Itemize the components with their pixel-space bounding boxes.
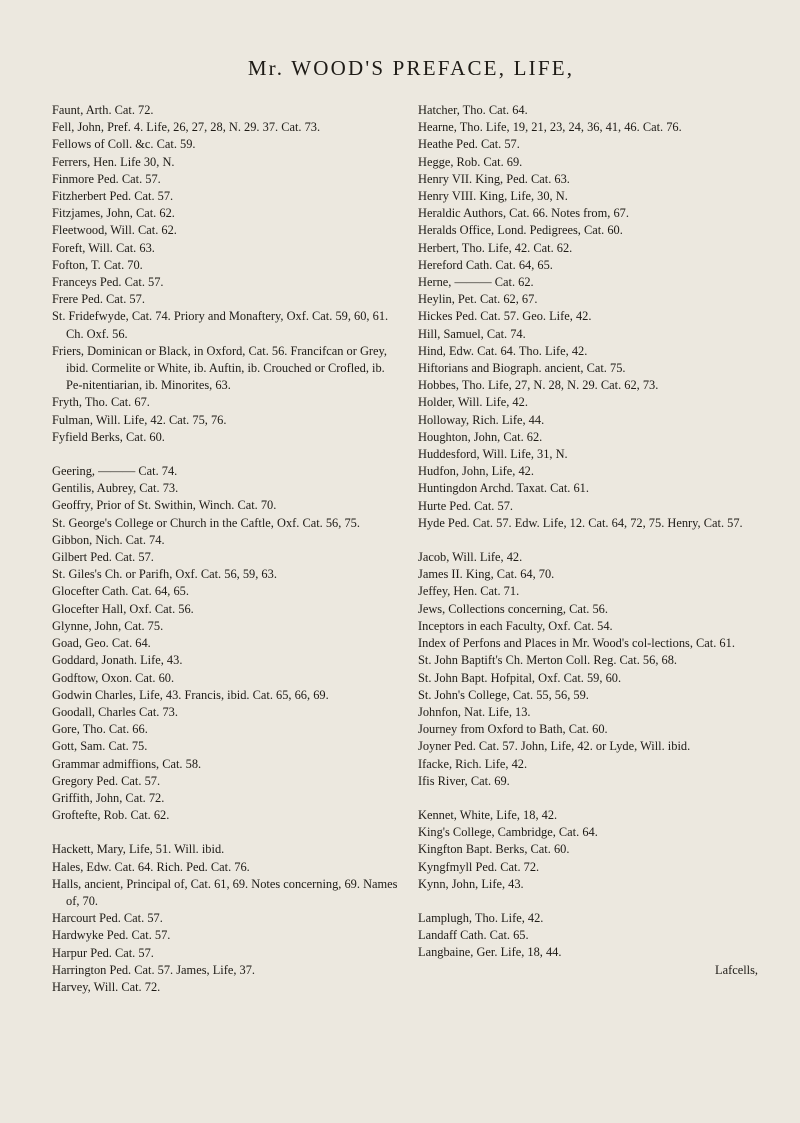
index-entry: Fitzjames, John, Cat. 62. (52, 206, 175, 221)
index-entry: Hyde Ped. Cat. 57. Edw. Life, 12. Cat. 64, 72, 75. Henry, Cat. 57. (418, 515, 743, 530)
index-entry: Hiftorians and Biograph. ancient, Cat. 75. (418, 361, 626, 376)
running-header: Mr. WOOD'S PREFACE, LIFE, (247, 56, 575, 80)
index-entry: Hegge, Rob. Cat. 69. (418, 154, 523, 169)
index-entry: Gregory Ped. Cat. 57. (52, 773, 161, 788)
index-entry: Godftow, Oxon. Cat. 60. (52, 670, 175, 685)
index-entry: Gilbert Ped. Cat. 57. (52, 550, 154, 565)
index-entry: Goad, Geo. Cat. 64. (52, 636, 151, 651)
index-entry: Harvey, Will. Cat. 72. (52, 979, 161, 994)
index-entry: Houghton, John, Cat. 62. (418, 429, 543, 444)
index-entry: Gentilis, Aubrey, Cat. 73. (52, 481, 179, 496)
index-entry: Hind, Edw. Cat. 64. Tho. Life, 42. (418, 343, 588, 358)
index-entry: Franceys Ped. Cat. 57. (52, 275, 164, 290)
index-entry: Harrington Ped. Cat. 57. James, Life, 37. (52, 962, 256, 977)
index-entry: Groftefte, Rob. Cat. 62. (52, 808, 170, 823)
index-entry: Journey from Oxford to Bath, Cat. 60. (418, 722, 608, 737)
index-entry: St. John Baptift's Ch. Merton Coll. Reg. Cat. 56, 68. (418, 653, 677, 668)
index-entry: Jeffey, Hen. Cat. 71. (418, 584, 520, 599)
index-entry: Ferrers, Hen. Life 30, N. (52, 154, 175, 169)
index-entry: Holder, Will. Life, 42. (418, 395, 528, 410)
index-entry: Ifis River, Cat. 69. (418, 773, 510, 788)
index-entry: Gott, Sam. Cat. 75. (52, 739, 148, 754)
index-entry: James II. King, Cat. 64, 70. (418, 567, 555, 582)
index-entry: Hickes Ped. Cat. 57. Geo. Life, 42. (418, 309, 592, 324)
index-entry: Kynn, John, Life, 43. (418, 876, 524, 891)
index-entry: Huntingdon Archd. Taxat. Cat. 61. (418, 481, 589, 496)
index-entry: Hearne, Tho. Life, 19, 21, 23, 24, 36, 41, 46. Cat. 76. (418, 120, 682, 135)
index-entry: Glocefter Cath. Cat. 64, 65. (52, 584, 189, 599)
index-entry: Hurte Ped. Cat. 57. (418, 498, 513, 513)
index-entry: Hobbes, Tho. Life, 27, N. 28, N. 29. Cat. 62, 73. (418, 378, 659, 393)
index-entry: Herbert, Tho. Life, 42. Cat. 62. (418, 240, 573, 255)
index-entry: Hardwyke Ped. Cat. 57. (52, 928, 171, 943)
index-entry: St. Fridefwyde, Cat. 74. Priory and Monaftery, Oxf. Cat. 59, 60, 61. Ch. Oxf. 56. (52, 309, 389, 341)
group-separator (418, 893, 770, 910)
index-entry: Frere Ped. Cat. 57. (52, 292, 145, 307)
index-entry: Langbaine, Ger. Life, 18, 44. (418, 945, 562, 960)
index-entry: Kingfton Bapt. Berks, Cat. 60. (418, 842, 570, 857)
index-entry: Griffith, John, Cat. 72. (52, 790, 165, 805)
index-entry: Jacob, Will. Life, 42. (418, 550, 523, 565)
index-entry: Grammar admiffions, Cat. 58. (52, 756, 202, 771)
index-entry: Henry VIII. King, Life, 30, N. (418, 189, 568, 204)
index-entry: Kennet, White, Life, 18, 42. (418, 807, 558, 822)
index-entry: Huddesford, Will. Life, 31, N. (418, 447, 568, 462)
catchword: Lafcells, (715, 962, 758, 977)
index-entry: St. John Bapt. Hofpital, Oxf. Cat. 59, 60. (418, 670, 622, 685)
index-entry: Geoffry, Prior of St. Swithin, Winch. Cat. 70. (52, 498, 277, 513)
index-entry: Holloway, Rich. Life, 44. (418, 412, 545, 427)
index-entry: Friers, Dominican or Black, in Oxford, Cat. 56. Francifcan or Grey, ibid. Cormelite or White, ib. Auftin, ib. Crouched or Crofled, ib. Pe-nitentiarian, ib. Minorites, 63. (52, 343, 388, 393)
index-entry: Hales, Edw. Cat. 64. Rich. Ped. Cat. 76. (52, 859, 250, 874)
index-entry: St. John's College, Cat. 55, 56, 59. (418, 687, 589, 702)
index-entry: Harcourt Ped. Cat. 57. (52, 911, 163, 926)
group-separator (52, 824, 404, 841)
index-entry: Fell, John, Pref. 4. Life, 26, 27, 28, N. 29. 37. Cat. 73. (52, 120, 321, 135)
index-entry: Goddard, Jonath. Life, 43. (52, 653, 183, 668)
index-entry: Fyfield Berks, Cat. 60. (52, 429, 165, 444)
index-entry: Joyner Ped. Cat. 57. John, Life, 42. or Lyde, Will. ibid. (418, 739, 691, 754)
index-entry: St. George's College or Church in the Caftle, Oxf. Cat. 56, 75. (52, 515, 360, 530)
index-entry: Index of Perfons and Places in Mr. Wood's col-lections, Cat. 61. (418, 636, 735, 651)
index-entry: Kyngfmyll Ped. Cat. 72. (418, 859, 540, 874)
group-separator (418, 790, 770, 807)
index-entry: Halls, ancient, Principal of, Cat. 61, 69. Notes concerning, 69. Names of, 70. (52, 876, 398, 908)
index-entry: Lamplugh, Tho. Life, 42. (418, 910, 544, 925)
index-entry: Hackett, Mary, Life, 51. Will. ibid. (52, 842, 225, 857)
index-entry: Fitzherbert Ped. Cat. 57. (52, 189, 174, 204)
group-separator (418, 532, 770, 549)
index-entry: St. Giles's Ch. or Parifh, Oxf. Cat. 56, 59, 63. (52, 567, 277, 582)
index-entry: Hill, Samuel, Cat. 74. (418, 326, 526, 341)
index-entry: Finmore Ped. Cat. 57. (52, 171, 161, 186)
right-column (418, 102, 770, 996)
index-entry: Johnfon, Nat. Life, 13. (418, 704, 531, 719)
index-entry: Inceptors in each Faculty, Oxf. Cat. 54. (418, 618, 613, 633)
index-entry: Heraldic Authors, Cat. 66. Notes from, 67. (418, 206, 629, 221)
index-entry: Fellows of Coll. &c. Cat. 59. (52, 137, 196, 152)
index-entry: Heylin, Pet. Cat. 62, 67. (418, 292, 538, 307)
index-entry: Herne, ——— Cat. 62. (418, 275, 534, 290)
index-entry: Jews, Collections concerning, Cat. 56. (418, 601, 608, 616)
index-entry: Fofton, T. Cat. 70. (52, 257, 143, 272)
index-entry: Hatcher, Tho. Cat. 64. (418, 103, 528, 117)
index-entry: Faunt, Arth. Cat. 72. (52, 103, 154, 117)
index-entry: Ifacke, Rich. Life, 42. (418, 756, 528, 771)
group-separator (52, 446, 404, 463)
index-entry: Harpur Ped. Cat. 57. (52, 945, 154, 960)
left-column (52, 102, 404, 996)
index-entry: Gibbon, Nich. Cat. 74. (52, 532, 165, 547)
index-entry: Gore, Tho. Cat. 66. (52, 722, 148, 737)
index-entry: Hudfon, John, Life, 42. (418, 464, 534, 479)
index-entry: Foreft, Will. Cat. 63. (52, 240, 155, 255)
index-entry: Glynne, John, Cat. 75. (52, 618, 164, 633)
index-entry: Godwin Charles, Life, 43. Francis, ibid. Cat. 65, 66, 69. (52, 687, 329, 702)
index-columns (52, 102, 770, 996)
index-entry: Heralds Office, Lond. Pedigrees, Cat. 60. (418, 223, 623, 238)
index-entry: King's College, Cambridge, Cat. 64. (418, 825, 598, 840)
index-entry: Heathe Ped. Cat. 57. (418, 137, 520, 152)
index-entry: Fleetwood, Will. Cat. 62. (52, 223, 177, 238)
index-entry: Fulman, Will. Life, 42. Cat. 75, 76. (52, 412, 227, 427)
index-entry: Landaff Cath. Cat. 65. (418, 928, 529, 943)
index-entry: Henry VII. King, Ped. Cat. 63. (418, 171, 570, 186)
index-entry: Goodall, Charles Cat. 73. (52, 704, 178, 719)
index-entry: Fryth, Tho. Cat. 67. (52, 395, 150, 410)
index-entry: Glocefter Hall, Oxf. Cat. 56. (52, 601, 194, 616)
index-entry: Hereford Cath. Cat. 64, 65. (418, 257, 553, 272)
index-entry: Geering, ——— Cat. 74. (52, 464, 178, 479)
